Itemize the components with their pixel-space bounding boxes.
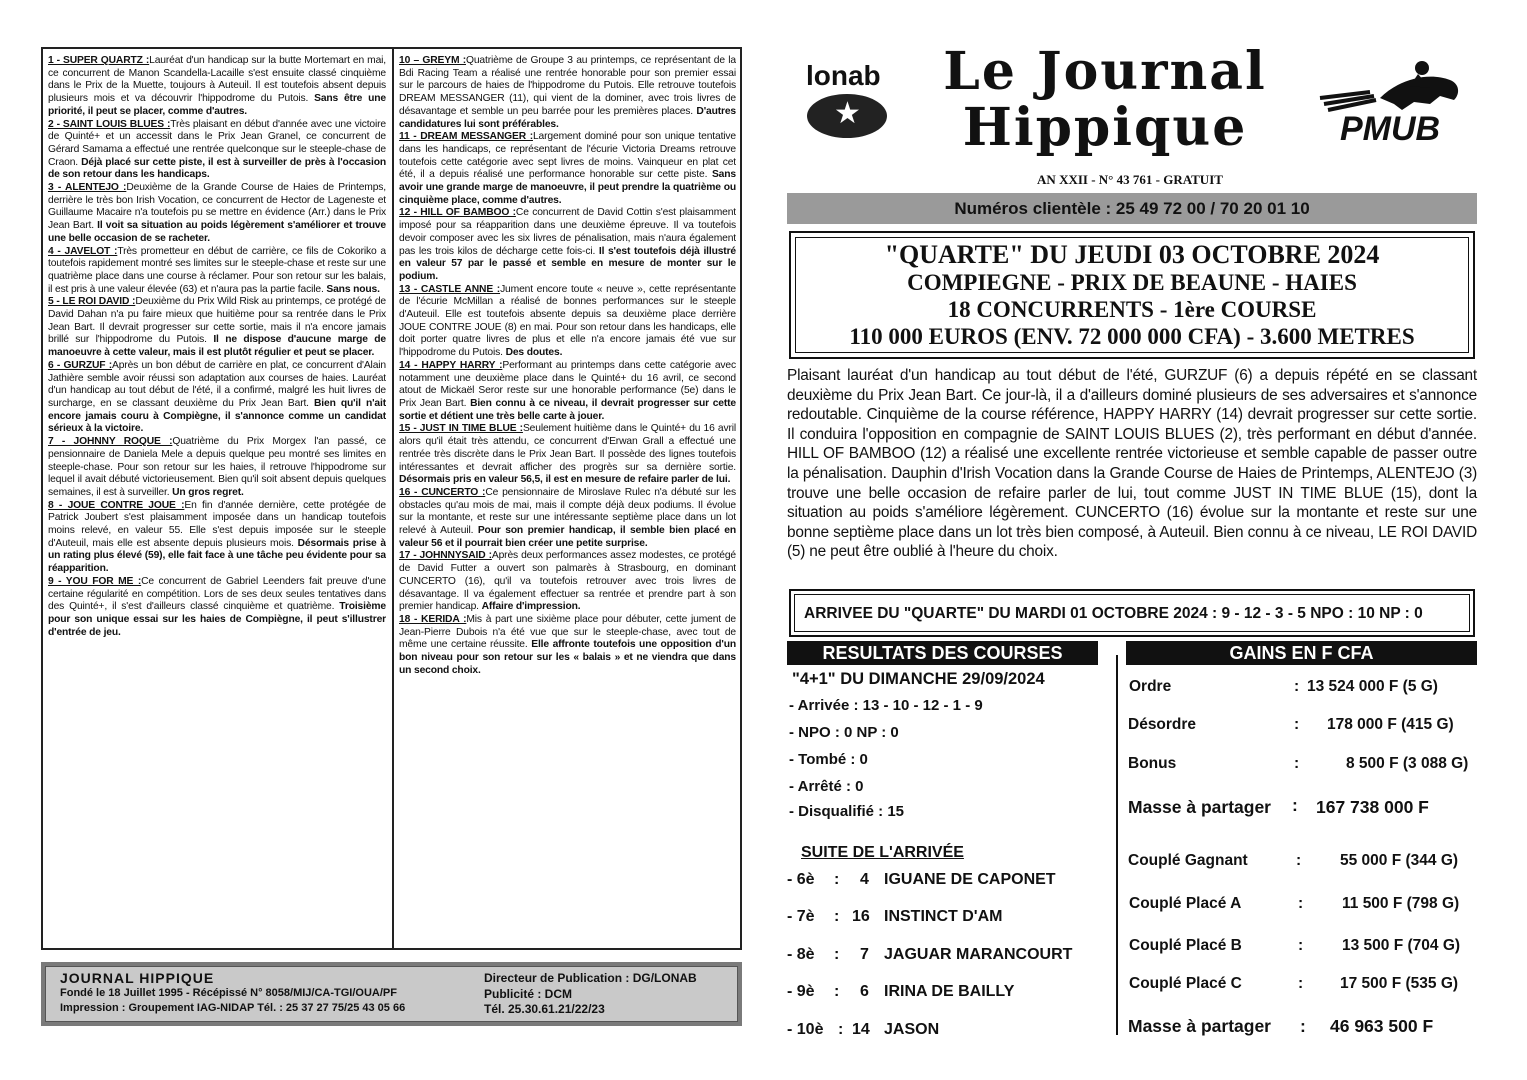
suite-number: 7 (860, 946, 869, 963)
note-verdict: Bien qu'il n'ait encore jamais couru à Compiègne, il s'annonce comme un candidat sérieux à la victoire. (48, 397, 386, 435)
note-body: Très plaisant en début d'année avec une victoire de Quinté+ et un accessit dans le Prix Jean Granel, ce concurrent de Gérard Samama a effectué une rentrée quelconque sur le steeple-chase de Craon. (48, 118, 386, 168)
note-verdict: Un gros regret. (172, 486, 244, 498)
gain-value: 167 738 000 F (1316, 797, 1429, 817)
suite-number: 4 (860, 871, 869, 888)
note-head: 2 - SAINT LOUIS BLUES : (48, 118, 171, 130)
gain-value: 46 963 500 F (1330, 1016, 1434, 1036)
gain-sep: : (1296, 852, 1302, 869)
gain-label: Bonus (1128, 755, 1177, 772)
pmub-wordmark: PMUB (1340, 110, 1441, 148)
note-head: 14 - HAPPY HARRY : (399, 359, 503, 371)
note-head: 8 - JOUE CONTRE JOUE : (48, 499, 185, 511)
suite-colon: : (834, 871, 840, 888)
result-line: - Disqualifié : 15 (789, 803, 905, 820)
note-head: 11 - DREAM MESSANGER : (399, 131, 533, 143)
suite-place: - 6è (787, 871, 815, 888)
note-5 (48, 296, 386, 360)
arrivee-box (789, 589, 1475, 637)
note-body: Performant au printemps dans cette catégorie avec notamment une deuxième place dans le Quinté+ du 16 avril, ce second atout de Mickaël Seror reste sur une honorable performance (5e) dans le Prix Jean Bart. (399, 359, 736, 409)
suite-colon: : (834, 946, 840, 963)
note-body: Après deux performances assez modestes, ce protégé de David Futter a ouvert son palmarès à Strasbourg, en dominant CUNCERTO (16), qu'il va toutefois retrouver avec trois livres de désavantage. Il va également effectuer sa rentrée et prendre part à son premier handicap. (399, 550, 736, 613)
race-summary: Plaisant lauréat d'un handicap au tout début de l'été, GURZUF (6) a depuis répété en se classant deuxième du Prix Jean Bart. Ce jour-là, il a d'ailleurs dominé plusieurs de ses adversaires et s'annonce redoutable. Cinquième de la course référence, HAPPY HARRY (14) devrait progresser sur cette sortie. Il conduira l'opposition en compagnie de SAINT LOUIS BLUES (2), très performant en début d'année. HILL OF BAMBOO (12) a réalisé une excellente rentrée victorieuse et semble capable de passer outre la pénalisation. Dauphin d'Irish Vocation dans la Grande Course de Haies de Printemps, ALENTEJO (3) trouve une belle occasion de refaire parler de lui, tout comme JUST IN TIME BLUE (15), dont la situation au poids s'améliore légèrement. CUNCERTO (16) évolue sur la montante et reste sur une bonne septième place dans un lot très bien composé, à Auteuil. Bien connu à ce niveau, LE ROI DAVID (5) ne peut être oublié à l'heure du choix. (787, 367, 1477, 561)
suite-colon: : (834, 983, 840, 1000)
gain-sep: : (1300, 1016, 1306, 1036)
note-verdict: Il voit sa situation au poids légèrement s'améliorer et trouve une belle occasion de se racheter. (48, 220, 386, 244)
note-head: 18 - KERIDA : (399, 613, 467, 625)
gain-label: Ordre (1129, 678, 1172, 695)
gain-value: 17 500 F (535 G) (1340, 975, 1459, 992)
note-body: Quatrième du Prix Morgex l'an passé, ce pensionnaire de Daniela Mele a depuis quelque peu montré ses limites en steeple-chase. Pour son retour sur les haies, il retrouve l'hippodrome sur lequel il avait débuté victorieusement. Bien qu'il soit absent depuis quelques semaines, il est à surveiller. (48, 436, 386, 498)
note-verdict: Troisième pour son unique essai sur les haies de Compiègne, il peut s'illustrer d'entrée de jeu. (48, 601, 386, 638)
suite-place: - 8è (787, 946, 815, 963)
gain-sep: : (1294, 678, 1300, 695)
footer-imprint (41, 962, 742, 1026)
gain-label: Désordre (1128, 716, 1197, 733)
masthead-title-line2: Hippique (962, 97, 1248, 158)
note-verdict: Des doutes. (505, 347, 563, 359)
quarte-venue: COMPIEGNE - PRIX DE BEAUNE - HAIES (907, 270, 1357, 295)
footer-founded: Fondé le 18 Juillet 1995 - Récépissé N° 8058/MIJ/CA-TGI/OUA/PF (60, 987, 397, 999)
note-4 (48, 246, 386, 297)
note-head: 5 - LE ROI DAVID : (48, 296, 136, 308)
note-head: 13 - CASTLE ANNE : (399, 283, 501, 295)
gain-value: 13 500 F (704 G) (1342, 937, 1461, 954)
suite-place: - 10è (787, 1021, 824, 1038)
gain-label: Couplé Placé A (1129, 895, 1242, 912)
suite-place: - 7è (787, 908, 815, 925)
note-13 (399, 284, 736, 360)
note-verdict: Sans avoir une grande marge de manoeuvre, il peut prendre la quatrième ou cinquième place, comme d'autres. (399, 169, 736, 206)
footer-advertising: Publicité : DCM (484, 987, 573, 1001)
gain-label: Couplé Placé B (1129, 937, 1242, 954)
note-head: 6 - GURZUF : (48, 359, 113, 371)
horse-notes-table (41, 47, 742, 950)
note-10 (399, 55, 736, 131)
clientele-banner: Numéros clientèle : 25 49 72 00 / 70 20 01 10 (787, 193, 1477, 224)
note-head: 15 - JUST IN TIME BLUE : (399, 423, 523, 435)
suite-colon: : (838, 1021, 844, 1038)
suite-horse: JASON (884, 1021, 940, 1038)
suite-number: 6 (860, 983, 869, 1000)
suite-horse: JAGUAR MARANCOURT (884, 946, 1073, 963)
gain-sep: : (1294, 716, 1300, 733)
note-verdict: Désormais pris en valeur 56,5, il est en mesure de refaire parler de lui. (399, 474, 731, 486)
note-body: Ce concurrent de David Cottin s'est plaisamment imposé pour sa réapparition dans une deuxième épreuve. Il va toutefois devoir composer avec les six livres de pénalisation, mais n'aura également pas les trois kilos de décharge cette fois-ci. (399, 207, 736, 257)
result-line: - Tombé : 0 (789, 751, 868, 768)
note-16 (399, 487, 736, 551)
results-header: RESULTATS DES COURSES (787, 641, 1098, 665)
gain-sep: : (1294, 755, 1300, 772)
footer-title: JOURNAL HIPPIQUE (60, 970, 215, 986)
suite-horse: IRINA DE BAILLY (884, 983, 1015, 1000)
note-body: Seulement huitième dans le Quinté+ du 16 avril alors qu'il était très attendu, ce concurrent d'Erwan Grall a effectué une rentrée très discrète dans le Prix Jean Bart. Il possède des lignes toutefois intéressantes et devrait afficher des progrès sur sa dernière sortie. (399, 423, 736, 473)
note-head: 10 – GREYM : (399, 55, 466, 66)
note-7 (48, 436, 386, 500)
note-9 (48, 576, 386, 640)
note-body: En fin d'année dernière, cette protégée de Patrick Joubert s'est plaisamment imposée dans un handicap toutefois moins relevé, en valeur 55. Elle s'est depuis imposée sur le steeple d'Auteuil, mais elle est absente depuis plusieurs mois. (48, 499, 386, 549)
note-head: 1 - SUPER QUARTZ : (48, 55, 150, 66)
note-verdict: Sans être une priorité, il peut se placer, comme d'autres. (48, 93, 386, 117)
note-body: Mis à part une sixième place pour débuter, cette jument de Jean-Pierre Dubois n'a été vue que sur le steeple-chase, avec tout de même une certaine réussite. (399, 613, 736, 651)
note-2 (48, 119, 386, 183)
result-line: - Arrêté : 0 (789, 778, 864, 795)
note-head: 3 - ALENTEJO : (48, 182, 127, 194)
note-body: Lauréat d'un handicap sur la butte Mortemart en mai, ce concurrent de Manon Scandella-Lacaille s'est ensuite classé cinquième dans le Prix de la Muette, toujours à Auteuil. Il est toutefois absent depuis plusieurs mois et va découvrir l'hippodrome du Putois. (48, 55, 386, 105)
gains-header: GAINS EN F CFA (1126, 641, 1477, 665)
suite-colon: : (834, 908, 840, 925)
note-verdict: Il s'est toutefois déjà illustré en valeur 57 par le passé et semble en mesure de monter sur le podium. (399, 245, 736, 282)
notes-column-right (399, 55, 736, 944)
note-head: 17 - JOHNNYSAID : (399, 550, 492, 562)
note-verdict: Bien connu à ce niveau, il devrait progresser sur cette sortie et détient une très belle carte à jouer. (399, 397, 736, 422)
note-12 (399, 207, 736, 283)
results-divider (1116, 655, 1118, 1035)
lonab-logo (804, 52, 904, 142)
column-divider (392, 49, 394, 948)
gain-sep: : (1298, 937, 1304, 954)
gain-value: 55 000 F (344 G) (1340, 852, 1459, 869)
note-body: Jument encore toute « neuve », cette représentante de l'écurie McMillan a réalisé de bonnes performances sur le steeple d'Auteuil. Elle est toutefois absente depuis sa deuxième place derrière JOUE CONTRE JOUE (8) en mai. Pour son retour dans les handicaps, elle doit porter quatre livres de plus et elle n'a encore jamais été vue sur l'hippodrome du Putois. (399, 283, 736, 359)
quarte-prize: 110 000 EUROS (ENV. 72 000 000 CFA) - 3.600 METRES (849, 324, 1415, 349)
result-line: - Arrivée : 13 - 10 - 12 - 1 - 9 (789, 697, 983, 714)
note-body: Deuxième de la Grande Course de Haies de Printemps, derrière le très bon Irish Vocation, ce concurrent de Hector de Lageneste et Guillaume Macaire n'a toutefois pu se mettre en évidence (Arr.) dans le Prix Jean Bart. (48, 182, 386, 232)
horse-jumper-icon (1310, 58, 1480, 118)
note-17 (399, 550, 736, 614)
gain-sep: : (1298, 895, 1304, 912)
edition-line: AN XXII - N° 43 761 - GRATUIT (1037, 172, 1223, 187)
note-body: Après un bon début de carrière en plat, ce concurrent d'Alain Jathière semble avoir réussi son adaptation aux courses de haies. Lauréat d'un handicap au tout début de l'été, il a confirmé, malgré les huit livres de surcharge, en se classant deuxième du Prix Jean Bart. (48, 359, 386, 409)
note-verdict: Pour son premier handicap, il semble bien placé en valeur 56 et il pourrait bien créer une petite surprise. (399, 525, 736, 549)
quarte-header-inner (795, 237, 1469, 353)
masthead-title-line1: Le Journal (943, 41, 1267, 102)
footer-director: Directeur de Publication : DG/LONAB (484, 971, 697, 985)
arrivee-text: ARRIVEE DU "QUARTE" DU MARDI 01 OCTOBRE 2024 : 9 - 12 - 3 - 5 NPO : 10 NP : 0 (794, 594, 1470, 632)
note-8 (48, 500, 386, 576)
suite-horse: IGUANE DE CAPONET (884, 871, 1056, 888)
note-verdict: Déjà placé sur cette piste, il est à surveiller de près à l'occasion de son retour dans les handicaps. (48, 156, 386, 181)
suite-header: SUITE DE L'ARRIVÉE (801, 844, 964, 861)
result-line: - NPO : 0 NP : 0 (789, 724, 899, 741)
quarte-header-box (789, 231, 1475, 359)
note-verdict: D'autres candidatures lui sont préférables. (399, 105, 736, 130)
note-verdict: Affaire d'impression. (481, 601, 581, 613)
gain-label: Couplé Placé C (1129, 975, 1242, 992)
suite-horse: INSTINCT D'AM (884, 908, 1003, 925)
note-head: 9 - YOU FOR ME : (48, 575, 142, 587)
note-verdict: Désormais prise à un rating plus élevé (59), elle fait face à une tâche peu évidente pour sa réapparition. (48, 537, 386, 575)
note-verdict: Elle affronte toutefois une opposition d'un bon niveau pour son retour sur les « balais » et ne viendra que dans un second choix. (399, 639, 736, 676)
note-body: Ce concurrent de Gabriel Leenders fait preuve d'une certaine régularité en compétition. Lors de ses deux seules tentatives dans des Quinté+, il s'est d'ailleurs classé cinquième et quatrième. (48, 575, 386, 613)
suite-number: 16 (852, 908, 870, 925)
note-head: 16 - CUNCERTO : (399, 486, 486, 498)
note-15 (399, 423, 736, 487)
notes-column-left (48, 55, 386, 944)
gain-value: 13 524 000 F (5 G) (1307, 678, 1438, 695)
results-title: "4+1" DU DIMANCHE 29/09/2024 (792, 670, 1045, 688)
footer-printing: Impression : Groupement IAG-NIDAP Tél. : 25 37 27 75/25 43 05 66 (60, 1002, 406, 1014)
note-body: Deuxième du Prix Wild Risk au printemps, ce protégé de David Dahan n'a pu faire mieux que huitième pour sa rentrée dans le Prix Jean Bart. Il devrait progresser sur cette sortie, mais il n'a encore jamais brillé sur l'hippodrome du Putois. (48, 296, 386, 346)
note-body: Ce pensionnaire de Miroslave Rulec n'a débuté sur les obstacles qu'au mois de mai, mais il compte déjà deux podiums. Il évolue sur la montante, et reste sur une intéressante septième place dans un lot relevé à Auteuil. (399, 486, 736, 537)
gain-label: Masse à partager (1128, 1016, 1271, 1036)
note-verdict: Il ne dispose d'aucune marge de manoeuvre à cette valeur, mais il est plutôt régulier et peut se placer. (48, 334, 386, 359)
gain-sep: : (1298, 975, 1304, 992)
star-icon: ★ (834, 97, 861, 130)
quarte-title: "QUARTE" DU JEUDI 03 OCTOBRE 2024 (884, 240, 1380, 269)
note-head: 7 - JOHNNY ROQUE : (48, 436, 173, 448)
note-verdict: Sans nous. (326, 283, 380, 295)
note-body: Très prometteur en début de carrière, ce fils de Cokoriko a toutefois rapidement montré ses limites sur le steeple-chase et reste sur une quatrième place dans une course à réclamer. Pour son retour sur les balais, il est pris à une valeur élevée (63) et n'aura pas la partie facile. (48, 245, 386, 295)
suite-place: - 9è (787, 983, 815, 1000)
note-head: 4 - JAVELOT : (48, 245, 118, 257)
note-head: 12 - HILL OF BAMBOO : (399, 207, 516, 219)
gain-sep: : (1292, 795, 1298, 815)
footer-phone: Tél. 25.30.61.21/22/23 (484, 1002, 605, 1016)
gain-value: 178 000 F (415 G) (1327, 716, 1454, 733)
gain-label: Masse à partager (1128, 797, 1271, 817)
lonab-wordmark: lonab (806, 60, 881, 91)
gain-label: Couplé Gagnant (1128, 852, 1248, 869)
footer-panel (45, 966, 738, 1022)
note-1 (48, 55, 386, 119)
note-6 (48, 360, 386, 436)
note-18 (399, 614, 736, 678)
note-body: Largement dominé pour son unique tentative dans les handicaps, ce représentant de l'écurie Victoria Dreams retrouve toutefois cette catégorie avec sept livres de moins. Vainqueur en plat cet été, il a depuis réalisé une performance honorable sur cette piste. (399, 131, 736, 181)
quarte-runners: 18 CONCURRENTS - 1ère COURSE (947, 297, 1317, 322)
gain-value: 11 500 F (798 G) (1342, 895, 1460, 912)
suite-number: 14 (852, 1021, 870, 1038)
note-11 (399, 131, 736, 207)
note-3 (48, 182, 386, 246)
note-14 (399, 360, 736, 424)
note-body: Quatrième de Groupe 3 au printemps, ce représentant de la Bdi Racing Team a réalisé une rentrée honorable pour son premier essai sur le parcours de haies de l'hippodrome du Putois. Elle retrouve toutefois DREAM MESSANGER (11), qui vient de la dominer, avec trois livres de désavantage et semble un peu barrée pour les premières places. (399, 55, 736, 117)
pmub-logo (1310, 58, 1480, 158)
gain-value: 8 500 F (3 088 G) (1346, 755, 1469, 772)
